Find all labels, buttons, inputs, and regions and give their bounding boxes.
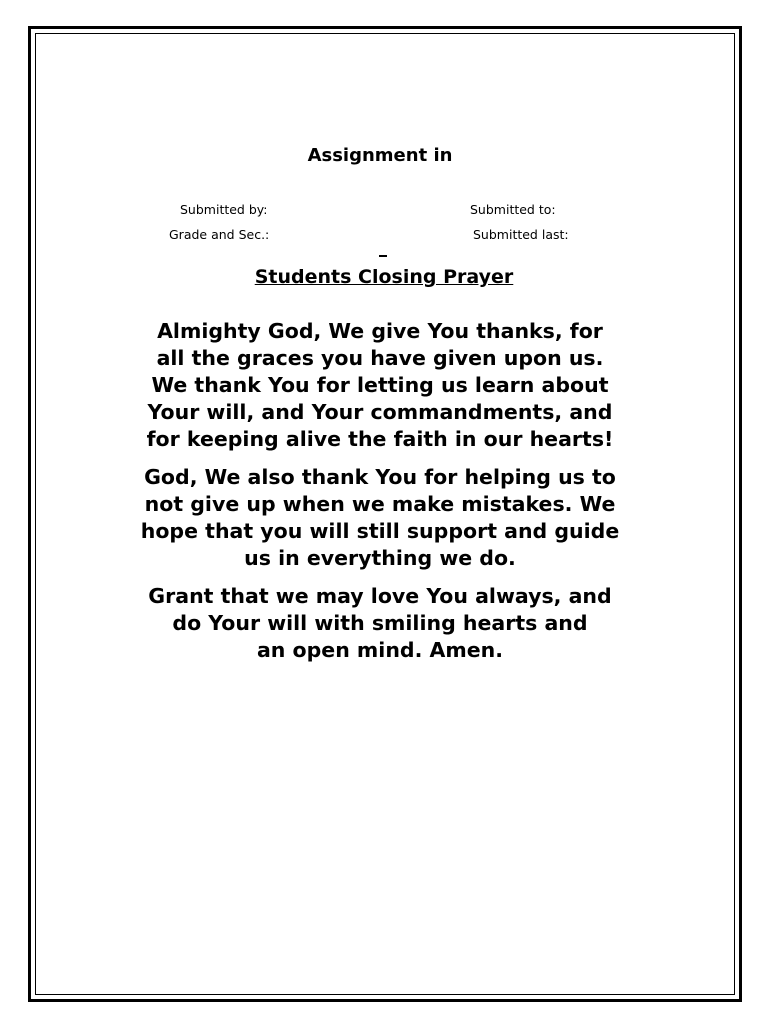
- prayer-paragraph-2: [80, 464, 680, 572]
- submitted-by-label: Submitted by:: [180, 202, 268, 217]
- prayer-paragraph-1: [80, 318, 680, 453]
- prayer-line: not give up when we make mistakes. We: [144, 492, 616, 516]
- prayer-line: for keeping alive the faith in our hearts!: [146, 427, 614, 451]
- prayer-line: Grant that we may love You always, and: [148, 584, 612, 608]
- prayer-line: all the graces you have given upon us.: [156, 346, 604, 370]
- prayer-line: Almighty God, We give You thanks, for: [157, 319, 603, 343]
- submitted-to-label: Submitted to:: [470, 202, 556, 217]
- prayer-heading: Students Closing Prayer: [254, 266, 514, 288]
- prayer-line: Your will, and Your commandments, and: [147, 400, 613, 424]
- prayer-paragraph-3: [80, 583, 680, 664]
- submitted-last-label: Submitted last:: [473, 227, 569, 242]
- separator-mark: [379, 255, 387, 257]
- prayer-line: We thank You for letting us learn about: [151, 373, 609, 397]
- assignment-title: Assignment in: [307, 145, 453, 166]
- prayer-line: do Your will with smiling hearts and: [172, 611, 588, 635]
- prayer-line: God, We also thank You for helping us to: [144, 465, 616, 489]
- prayer-line: an open mind. Amen.: [256, 638, 504, 662]
- prayer-line: hope that you will still support and guide: [140, 519, 620, 543]
- grade-section-label: Grade and Sec.:: [169, 227, 270, 242]
- prayer-line: us in everything we do.: [244, 546, 516, 570]
